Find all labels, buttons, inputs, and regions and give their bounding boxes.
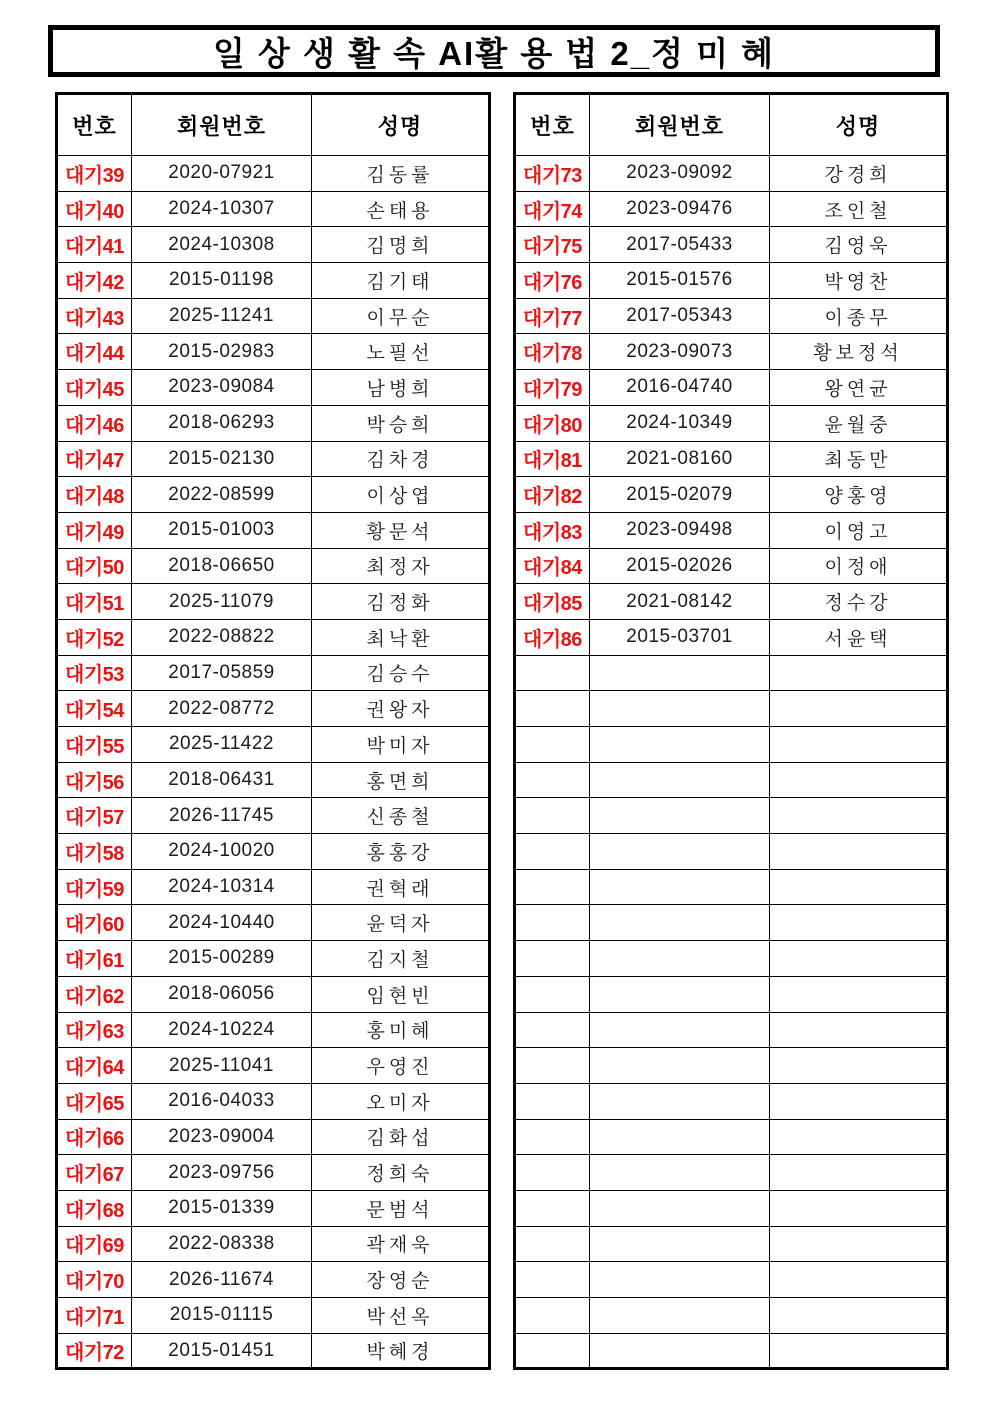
member-number-cell: 2015-01115 <box>132 1298 312 1334</box>
table-row <box>515 1226 948 1262</box>
table-row <box>57 191 490 227</box>
table-row <box>515 584 948 620</box>
name-cell <box>770 1333 948 1369</box>
queue-number-cell: 대기84 <box>515 548 590 584</box>
member-number-cell: 2017-05343 <box>590 298 770 334</box>
member-number-cell: 2018-06650 <box>132 548 312 584</box>
name-cell <box>770 1262 948 1298</box>
member-number-cell <box>590 941 770 977</box>
name-cell <box>770 655 948 691</box>
table-row <box>515 976 948 1012</box>
member-number-cell: 2020-07921 <box>132 156 312 192</box>
name-cell: 이영고 <box>770 512 948 548</box>
name-cell: 박혜경 <box>312 1333 490 1369</box>
table-row <box>57 441 490 477</box>
queue-number-cell: 대기85 <box>515 584 590 620</box>
table-row <box>515 691 948 727</box>
member-number-cell: 2015-01451 <box>132 1333 312 1369</box>
member-number-cell: 2018-06056 <box>132 976 312 1012</box>
table-row <box>515 227 948 263</box>
table-row <box>57 655 490 691</box>
name-cell: 김명희 <box>312 227 490 263</box>
queue-number-cell: 대기75 <box>515 227 590 263</box>
name-cell: 왕연균 <box>770 370 948 406</box>
member-number-cell: 2015-00289 <box>132 941 312 977</box>
col-header-name: 성명 <box>770 94 948 156</box>
name-cell: 남병희 <box>312 370 490 406</box>
table-row <box>515 1012 948 1048</box>
member-number-cell: 2023-09073 <box>590 334 770 370</box>
name-cell: 윤월중 <box>770 405 948 441</box>
queue-number-cell: 대기39 <box>57 156 132 192</box>
table-row <box>57 512 490 548</box>
table-row <box>57 156 490 192</box>
queue-number-cell <box>515 1262 590 1298</box>
queue-number-cell: 대기69 <box>57 1226 132 1262</box>
name-cell <box>770 1155 948 1191</box>
table-row <box>515 548 948 584</box>
name-cell <box>770 727 948 763</box>
table-row <box>57 548 490 584</box>
member-number-cell: 2023-09476 <box>590 191 770 227</box>
table-row <box>515 1083 948 1119</box>
table-row <box>57 1119 490 1155</box>
queue-number-cell: 대기70 <box>57 1262 132 1298</box>
name-cell: 김영욱 <box>770 227 948 263</box>
table-row <box>515 727 948 763</box>
col-header-member-number: 회원번호 <box>590 94 770 156</box>
name-cell: 조인철 <box>770 191 948 227</box>
header-row <box>515 94 948 156</box>
queue-number-cell <box>515 798 590 834</box>
table-row <box>515 1262 948 1298</box>
member-number-cell: 2025-11422 <box>132 727 312 763</box>
table-row <box>57 798 490 834</box>
queue-number-cell: 대기82 <box>515 477 590 513</box>
queue-number-cell: 대기43 <box>57 298 132 334</box>
table-row <box>57 477 490 513</box>
member-number-cell <box>590 976 770 1012</box>
member-number-cell: 2022-08599 <box>132 477 312 513</box>
member-number-cell: 2024-10224 <box>132 1012 312 1048</box>
member-number-cell <box>590 762 770 798</box>
table-row <box>57 619 490 655</box>
table-row <box>57 370 490 406</box>
queue-number-cell: 대기83 <box>515 512 590 548</box>
name-cell <box>770 1190 948 1226</box>
name-cell <box>770 798 948 834</box>
queue-number-cell <box>515 834 590 870</box>
table-row <box>515 619 948 655</box>
table-row <box>57 263 490 299</box>
queue-number-cell <box>515 1083 590 1119</box>
table-row <box>515 869 948 905</box>
queue-number-cell <box>515 1226 590 1262</box>
member-number-cell <box>590 1048 770 1084</box>
header-row <box>57 94 490 156</box>
name-cell <box>770 976 948 1012</box>
member-number-cell: 2015-02130 <box>132 441 312 477</box>
table-row <box>515 512 948 548</box>
table-row <box>515 1048 948 1084</box>
queue-number-cell: 대기80 <box>515 405 590 441</box>
name-cell: 문범석 <box>312 1190 490 1226</box>
queue-number-cell: 대기46 <box>57 405 132 441</box>
member-number-cell <box>590 1083 770 1119</box>
roster-table-right <box>513 92 949 1370</box>
name-cell: 서윤택 <box>770 619 948 655</box>
queue-number-cell <box>515 1012 590 1048</box>
name-cell: 홍미혜 <box>312 1012 490 1048</box>
name-cell: 권혁래 <box>312 869 490 905</box>
col-header-name: 성명 <box>312 94 490 156</box>
table-row <box>57 834 490 870</box>
queue-number-cell: 대기48 <box>57 477 132 513</box>
table-row <box>515 655 948 691</box>
member-number-cell: 2015-03701 <box>590 619 770 655</box>
member-number-cell: 2015-02026 <box>590 548 770 584</box>
member-number-cell: 2015-01003 <box>132 512 312 548</box>
member-number-cell: 2024-10307 <box>132 191 312 227</box>
name-cell: 황문석 <box>312 512 490 548</box>
queue-number-cell: 대기66 <box>57 1119 132 1155</box>
member-number-cell <box>590 1298 770 1334</box>
member-number-cell <box>590 727 770 763</box>
col-header-number: 번호 <box>57 94 132 156</box>
queue-number-cell: 대기72 <box>57 1333 132 1369</box>
queue-number-cell <box>515 1298 590 1334</box>
table-body <box>515 156 948 1369</box>
name-cell: 김동률 <box>312 156 490 192</box>
queue-number-cell: 대기49 <box>57 512 132 548</box>
member-number-cell <box>590 691 770 727</box>
table-row <box>515 941 948 977</box>
queue-number-cell: 대기61 <box>57 941 132 977</box>
name-cell <box>770 1298 948 1334</box>
col-header-number: 번호 <box>515 94 590 156</box>
queue-number-cell: 대기56 <box>57 762 132 798</box>
name-cell <box>770 905 948 941</box>
member-number-cell: 2023-09756 <box>132 1155 312 1191</box>
queue-number-cell <box>515 1048 590 1084</box>
queue-number-cell: 대기86 <box>515 619 590 655</box>
name-cell: 정희숙 <box>312 1155 490 1191</box>
name-cell <box>770 762 948 798</box>
member-number-cell <box>590 1190 770 1226</box>
member-number-cell: 2023-09084 <box>132 370 312 406</box>
queue-number-cell: 대기47 <box>57 441 132 477</box>
name-cell: 박승희 <box>312 405 490 441</box>
table-row <box>57 762 490 798</box>
member-number-cell: 2017-05859 <box>132 655 312 691</box>
member-number-cell: 2023-09498 <box>590 512 770 548</box>
member-number-cell <box>590 1012 770 1048</box>
queue-number-cell: 대기52 <box>57 619 132 655</box>
queue-number-cell: 대기60 <box>57 905 132 941</box>
queue-number-cell: 대기54 <box>57 691 132 727</box>
queue-number-cell: 대기68 <box>57 1190 132 1226</box>
member-number-cell <box>590 655 770 691</box>
member-number-cell: 2021-08160 <box>590 441 770 477</box>
table-row <box>515 762 948 798</box>
table-row <box>57 334 490 370</box>
name-cell: 임현빈 <box>312 976 490 1012</box>
document-page <box>0 25 992 1370</box>
table-row <box>57 691 490 727</box>
table-row <box>515 798 948 834</box>
name-cell: 권왕자 <box>312 691 490 727</box>
name-cell <box>770 1048 948 1084</box>
queue-number-cell <box>515 727 590 763</box>
table-row <box>515 156 948 192</box>
queue-number-cell: 대기71 <box>57 1298 132 1334</box>
name-cell: 우영진 <box>312 1048 490 1084</box>
member-number-cell <box>590 834 770 870</box>
name-cell: 양홍영 <box>770 477 948 513</box>
member-number-cell: 2022-08822 <box>132 619 312 655</box>
member-number-cell: 2015-02079 <box>590 477 770 513</box>
table-row <box>515 1119 948 1155</box>
name-cell: 오미자 <box>312 1083 490 1119</box>
name-cell: 장영순 <box>312 1262 490 1298</box>
table-row <box>57 869 490 905</box>
name-cell: 최정자 <box>312 548 490 584</box>
roster-tables <box>55 92 992 1370</box>
member-number-cell <box>590 905 770 941</box>
table-row <box>57 1333 490 1369</box>
queue-number-cell: 대기79 <box>515 370 590 406</box>
member-number-cell: 2015-01339 <box>132 1190 312 1226</box>
name-cell <box>770 941 948 977</box>
queue-number-cell <box>515 941 590 977</box>
queue-number-cell: 대기40 <box>57 191 132 227</box>
queue-number-cell: 대기62 <box>57 976 132 1012</box>
member-number-cell: 2017-05433 <box>590 227 770 263</box>
name-cell: 최낙환 <box>312 619 490 655</box>
queue-number-cell <box>515 1119 590 1155</box>
queue-number-cell <box>515 1333 590 1369</box>
member-number-cell: 2015-01198 <box>132 263 312 299</box>
name-cell: 홍면희 <box>312 762 490 798</box>
name-cell: 곽재욱 <box>312 1226 490 1262</box>
queue-number-cell: 대기58 <box>57 834 132 870</box>
name-cell: 김차경 <box>312 441 490 477</box>
table-header <box>57 94 490 156</box>
member-number-cell <box>590 1262 770 1298</box>
queue-number-cell: 대기81 <box>515 441 590 477</box>
queue-number-cell <box>515 1155 590 1191</box>
table-row <box>57 227 490 263</box>
name-cell: 김지철 <box>312 941 490 977</box>
member-number-cell: 2022-08772 <box>132 691 312 727</box>
table-row <box>515 477 948 513</box>
queue-number-cell: 대기59 <box>57 869 132 905</box>
name-cell: 김승수 <box>312 655 490 691</box>
name-cell <box>770 1226 948 1262</box>
name-cell: 황보정석 <box>770 334 948 370</box>
name-cell: 이상엽 <box>312 477 490 513</box>
page-title: 일 상 생 활 속 AI활 용 법 2_정 미 혜 <box>48 25 940 77</box>
name-cell <box>770 691 948 727</box>
name-cell: 이무순 <box>312 298 490 334</box>
queue-number-cell: 대기45 <box>57 370 132 406</box>
name-cell: 강경희 <box>770 156 948 192</box>
member-number-cell <box>590 1155 770 1191</box>
table-row <box>57 905 490 941</box>
table-row <box>515 905 948 941</box>
queue-number-cell: 대기64 <box>57 1048 132 1084</box>
queue-number-cell: 대기63 <box>57 1012 132 1048</box>
queue-number-cell: 대기51 <box>57 584 132 620</box>
member-number-cell: 2026-11745 <box>132 798 312 834</box>
name-cell: 최동만 <box>770 441 948 477</box>
queue-number-cell: 대기42 <box>57 263 132 299</box>
name-cell: 이종무 <box>770 298 948 334</box>
queue-number-cell: 대기65 <box>57 1083 132 1119</box>
member-number-cell: 2018-06431 <box>132 762 312 798</box>
queue-number-cell: 대기67 <box>57 1155 132 1191</box>
name-cell: 신종철 <box>312 798 490 834</box>
queue-number-cell: 대기78 <box>515 334 590 370</box>
name-cell: 김정화 <box>312 584 490 620</box>
name-cell: 김화섭 <box>312 1119 490 1155</box>
member-number-cell: 2023-09004 <box>132 1119 312 1155</box>
member-number-cell <box>590 1119 770 1155</box>
member-number-cell: 2026-11674 <box>132 1262 312 1298</box>
table-row <box>515 405 948 441</box>
table-row <box>515 298 948 334</box>
name-cell: 이정애 <box>770 548 948 584</box>
table-row <box>57 405 490 441</box>
name-cell <box>770 1083 948 1119</box>
table-row <box>57 1012 490 1048</box>
member-number-cell: 2018-06293 <box>132 405 312 441</box>
member-number-cell: 2022-08338 <box>132 1226 312 1262</box>
table-row <box>57 1262 490 1298</box>
queue-number-cell: 대기53 <box>57 655 132 691</box>
queue-number-cell <box>515 1190 590 1226</box>
member-number-cell <box>590 798 770 834</box>
member-number-cell: 2024-10020 <box>132 834 312 870</box>
name-cell: 손태용 <box>312 191 490 227</box>
queue-number-cell <box>515 691 590 727</box>
table-row <box>57 941 490 977</box>
table-row <box>57 1048 490 1084</box>
table-row <box>515 1155 948 1191</box>
queue-number-cell <box>515 976 590 1012</box>
table-row <box>515 441 948 477</box>
table-row <box>515 334 948 370</box>
member-number-cell: 2024-10314 <box>132 869 312 905</box>
member-number-cell <box>590 1333 770 1369</box>
table-row <box>57 584 490 620</box>
table-row <box>57 298 490 334</box>
name-cell: 홍홍강 <box>312 834 490 870</box>
member-number-cell: 2024-10308 <box>132 227 312 263</box>
queue-number-cell: 대기50 <box>57 548 132 584</box>
roster-table-left <box>55 92 491 1370</box>
table-row <box>515 1333 948 1369</box>
table-row <box>57 727 490 763</box>
name-cell: 박선옥 <box>312 1298 490 1334</box>
queue-number-cell: 대기76 <box>515 263 590 299</box>
name-cell: 김기태 <box>312 263 490 299</box>
name-cell <box>770 834 948 870</box>
table-row <box>515 1298 948 1334</box>
table-row <box>57 1298 490 1334</box>
queue-number-cell: 대기55 <box>57 727 132 763</box>
table-header <box>515 94 948 156</box>
member-number-cell: 2024-10349 <box>590 405 770 441</box>
table-row <box>57 1226 490 1262</box>
queue-number-cell: 대기77 <box>515 298 590 334</box>
name-cell: 윤덕자 <box>312 905 490 941</box>
queue-number-cell <box>515 655 590 691</box>
name-cell <box>770 869 948 905</box>
member-number-cell <box>590 1226 770 1262</box>
name-cell: 정수강 <box>770 584 948 620</box>
queue-number-cell <box>515 869 590 905</box>
table-body <box>57 156 490 1369</box>
member-number-cell: 2015-02983 <box>132 334 312 370</box>
member-number-cell: 2016-04033 <box>132 1083 312 1119</box>
table-row <box>515 1190 948 1226</box>
table-row <box>515 370 948 406</box>
member-number-cell: 2023-09092 <box>590 156 770 192</box>
table-row <box>57 1190 490 1226</box>
member-number-cell <box>590 869 770 905</box>
table-row <box>57 1083 490 1119</box>
queue-number-cell: 대기73 <box>515 156 590 192</box>
queue-number-cell <box>515 905 590 941</box>
queue-number-cell: 대기44 <box>57 334 132 370</box>
member-number-cell: 2016-04740 <box>590 370 770 406</box>
member-number-cell: 2025-11241 <box>132 298 312 334</box>
member-number-cell: 2024-10440 <box>132 905 312 941</box>
queue-number-cell: 대기41 <box>57 227 132 263</box>
table-row <box>515 834 948 870</box>
member-number-cell: 2025-11079 <box>132 584 312 620</box>
name-cell <box>770 1119 948 1155</box>
queue-number-cell <box>515 762 590 798</box>
name-cell: 박미자 <box>312 727 490 763</box>
queue-number-cell: 대기74 <box>515 191 590 227</box>
table-row <box>515 191 948 227</box>
table-row <box>515 263 948 299</box>
col-header-member-number: 회원번호 <box>132 94 312 156</box>
queue-number-cell: 대기57 <box>57 798 132 834</box>
member-number-cell: 2021-08142 <box>590 584 770 620</box>
name-cell <box>770 1012 948 1048</box>
table-row <box>57 976 490 1012</box>
member-number-cell: 2025-11041 <box>132 1048 312 1084</box>
name-cell: 박영찬 <box>770 263 948 299</box>
table-row <box>57 1155 490 1191</box>
member-number-cell: 2015-01576 <box>590 263 770 299</box>
name-cell: 노필선 <box>312 334 490 370</box>
